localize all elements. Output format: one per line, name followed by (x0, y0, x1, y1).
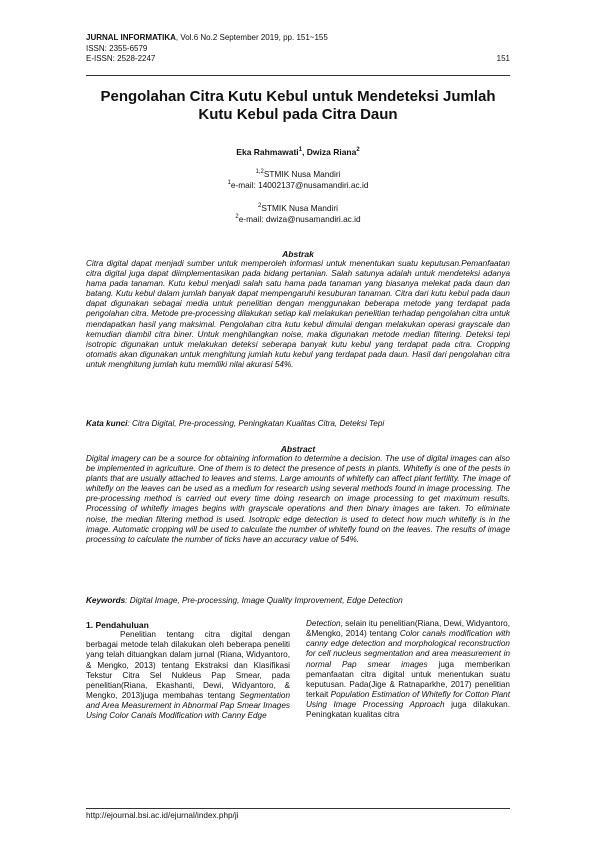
eissn: E-ISSN: 2528-2247 (86, 54, 156, 63)
keywords-en-value: : Digital Image, Pre-processing, Image Quality Improvement, Edge Detection (125, 596, 403, 605)
intro-right-column (306, 619, 510, 721)
issn: ISSN: 2355-6579 (86, 43, 148, 53)
intro-right-text-2: juga memberikan pemanfaatan citra digital untuk menentukan suatu keputusan. Pada(Jige & Ratnaparkhe, 2017) penelitian terkait (306, 659, 510, 700)
abstract-en-text: Digital imagery can be a source for obtaining information to determine a decision. The use of digital images can also be implemented in agriculture. One of them is to detect the presence of pests in plants. Whitefly is one of the pests in plants that are usually attached to leaves and stems. Large amounts of whitefly can affect plant fertility. The image of whitefly on the leaves can be used as a medium for research using several methods found in image processing. The pre-processing method is carried out every time doing research on image processing to get maximum results. Processing of whitefly images begins with grayscale operations and then binary images are taken. To eliminate noise, the median filtering method is used. Isotropic edge detection is used to detect how much whitefly is in the image. Automatic cropping will be used to calculate the number of whitefly found on the leaves. The results of image processing to calculate the number of ticks have an accuracy value of 54%. (86, 454, 510, 544)
title-line-1: Pengolahan Citra Kutu Kebul untuk Mendeteksi Jumlah (100, 88, 496, 105)
intro-paragraph-left (86, 630, 290, 721)
affiliation-1-email: e-mail: 14002137@nusamandiri.ac.id (230, 180, 369, 190)
affiliation-2-email-sup: 2 (235, 214, 239, 220)
intro-left-italic: Segmentation and Area Measurement in Abnormal Pap Smear Images Using Color Canals Modification with Canny Edge (86, 691, 290, 721)
keywords-en-label: Keywords (86, 596, 126, 605)
journal-volume: , Vol.6 No.2 September 2019, pp. 151~155 (175, 33, 328, 42)
keywords-id (86, 419, 510, 428)
author-2-sup: 2 (356, 147, 360, 153)
affiliation-2 (86, 203, 510, 225)
keywords-id-value: : Citra Digital, Pre-processing, Peningkatan Kualitas Citra, Deteksi Tepi (127, 419, 385, 428)
page-number: 151 (496, 54, 510, 63)
affiliation-2-sup: 2 (258, 203, 262, 209)
intro-right-italic-1: Detection (306, 619, 341, 628)
header-rule (86, 75, 510, 76)
affiliation-1-email-sup: 1 (227, 180, 231, 186)
intro-left-column (86, 620, 290, 722)
intro-right-italic-2: Color canals modification with canny edge detection and morphological reconstruction for cell nucleus segmentation and area measurement in normal Pap smear images (306, 629, 510, 669)
footer-url[interactable]: http://ejournal.bsi.ac.id/ejurnal/index.php/ji (86, 811, 239, 820)
section-heading: 1. Pendahuluan (86, 620, 149, 630)
journal-citation (86, 33, 510, 44)
abstract-id-heading: Abstrak (282, 249, 314, 259)
author-1-sup: 1 (298, 147, 303, 153)
intro-right-text-3: juga dilakukan. Peningkatan kualitas citra (306, 700, 510, 720)
affiliation-1 (86, 169, 510, 191)
paper-title (86, 88, 510, 123)
journal-name: JURNAL INFORMATIKA (86, 33, 176, 42)
title-line-2: Kutu Kebul pada Citra Daun (198, 105, 398, 123)
author-list (86, 147, 510, 157)
affiliation-2-email: e-mail: dwiza@nusamandiri.ac.id (238, 214, 361, 224)
affiliation-2-name: STMIK Nusa Mandiri (261, 203, 338, 213)
author-2: Dwiza Riana (306, 147, 357, 157)
footer-rule (86, 808, 510, 809)
abstract-id-text: Citra digital dapat menjadi sumber untuk memperoleh informasi untuk menentukan suatu keputusan.Pemanfaatan citra digital juga dapat diimplementasikan pada bidang pertanian. Salah satunya adalah untuk mendeteksi adanya hama pada tanaman. Kutu kebul menjadi salah satu hama pada tanaman yang biasanya melekat pada daun dan batang. Kutu kebul dalam jumlah banyak dapat mempengaruhi kesuburan tanaman. Citra dari kutu kebul pada daun dapat digunakan sebagai media untuk penelitian dengan menggunakan beberapa metode yang terdapat pada pengolahan citra. Metode pre-processing dilakukan setiap kali melakukan penelitian terhadap pengolahan citra untuk mendapatkan hasil yang maksimal. Pengolahan citra kutu kebul dimulai dengan melakukan operasi grayscale dan kemudian diambil citra biner. Untuk menghilangkan noise, maka digunakan metode median filtering. Deteksi tepi isotropic digunakan untuk melakukan deteksi seberapa banyak kutu kebul yang terdapat pada citra. Cropping otomatis akan digunakan untuk menghitung jumlah kutu kebul yang terdapat pada daun. Hasil dari pengolahan citra untuk menghitung jumlah kutu memiliki nilai akurasi 54%. (86, 259, 510, 369)
affiliation-1-sup: 1,2 (255, 169, 264, 175)
journal-header (86, 33, 510, 65)
keywords-id-label: Kata kunci (86, 419, 128, 428)
intro-right-italic-3: Population Estimation of Whitefly for Cotton Plant Using Image Processing Approach (306, 690, 510, 710)
intro-left-text: Penelitian tentang citra digital dengan berbagai metode telah dilakukan oleh beberapa peneliti yang telah dituangkan dalam jurnal (Riana, Widyantoro, & Mengko, 2013) tentang Ekstraksi dan Klasifikasi Tekstur Citra Sel Nukleus Pap Smear, pada penelitian(Riana, Ekashanti, Dewi, Widyantoro, & Mengko, 2013)juga membahas tentang (86, 630, 290, 701)
keywords-en (86, 596, 510, 605)
intro-right-text-1: , selain itu penelitian(Riana, Dewi, Widyantoro, &Mengko, 2014) tentang (306, 619, 510, 639)
author-separator: , (302, 147, 307, 157)
affiliation-1-name: STMIK Nusa Mandiri (263, 169, 341, 179)
abstract-en-heading: Abstract (280, 444, 316, 454)
author-1: Eka Rahmawati (236, 147, 299, 157)
